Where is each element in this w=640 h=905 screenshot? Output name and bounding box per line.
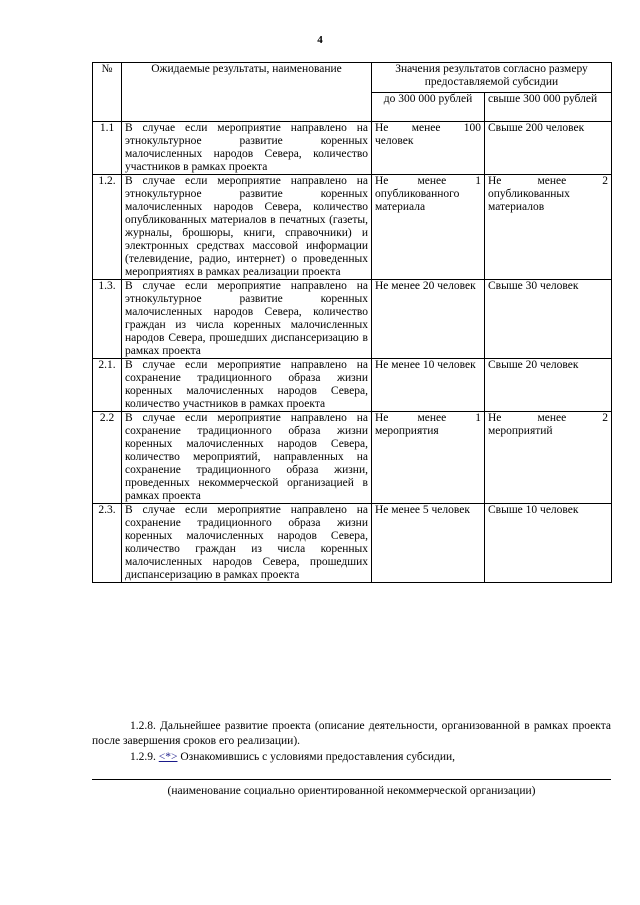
table-row xyxy=(93,280,612,359)
row-result-name: В случае если мероприятие направлено на сохранение традиционного образа жизни коренных малочисленных народов Севера, количество участников в рамках проекта xyxy=(122,359,372,412)
row-number: 1.3. xyxy=(93,280,122,359)
row-result-name: В случае если мероприятие направлено на этнокультурное развитие коренных малочисленных народов Севера, количество опубликованных материалов в печатных (газеты, журналы, брошюры, книги, справочники) и электронных средствах массовой информации (телевидение, радио, интернет) о проведенных мероприятиях в рамках реализации проекта xyxy=(122,175,372,280)
paragraph-1-2-8: 1.2.8. Дальнейшее развитие проекта (описание деятельности, организованной в рамках проекта после завершения сроков его реализации). xyxy=(92,720,611,747)
header-over-300k: свыше 300 000 рублей xyxy=(485,93,612,122)
footnote-reference-link[interactable]: <*> xyxy=(158,751,178,763)
table-row xyxy=(93,175,612,280)
paragraph-1-2-9 xyxy=(92,750,611,765)
row-value-low: Не менее 1 опубликованного материала xyxy=(372,175,485,280)
header-up-to-300k: до 300 000 рублей xyxy=(372,93,485,122)
row-number: 2.3. xyxy=(93,504,122,583)
row-value-high: Свыше 10 человек xyxy=(485,504,612,583)
row-number: 2.1. xyxy=(93,359,122,412)
row-value-high: Не менее 2 опубликованных материалов xyxy=(485,175,612,280)
row-value-low: Не менее 100 человек xyxy=(372,122,485,175)
row-value-high: Не менее 2 мероприятий xyxy=(485,412,612,504)
row-value-low: Не менее 1 мероприятия xyxy=(372,412,485,504)
row-value-low: Не менее 5 человек xyxy=(372,504,485,583)
row-number: 1.1 xyxy=(93,122,122,175)
organization-name-line xyxy=(92,779,611,780)
header-values: Значения результатов согласно размеру предоставляемой субсидии xyxy=(372,63,612,93)
table-row xyxy=(93,504,612,583)
row-value-low: Не менее 10 человек xyxy=(372,359,485,412)
table-row xyxy=(93,412,612,504)
page-number: 4 xyxy=(317,34,323,46)
table-row xyxy=(93,122,612,175)
row-number: 1.2. xyxy=(93,175,122,280)
table-row xyxy=(93,359,612,412)
row-result-name: В случае если мероприятие направлено на сохранение традиционного образа жизни коренных малочисленных народов Севера, количество мероприятий, направленных на сохранение традиционного образа жизни, проведенных некоммерческой организацией в рамках проекта xyxy=(122,412,372,504)
paragraph-1-2-9-number: 1.2.9. xyxy=(130,751,159,763)
header-name: Ожидаемые результаты, наименование xyxy=(122,63,372,122)
row-result-name: В случае если мероприятие направлено на сохранение традиционного образа жизни коренных малочисленных народов Севера, количество граждан из числа коренных малочисленных народов Севера, прошедших диспансеризацию в рамках проекта xyxy=(122,504,372,583)
row-value-high: Свыше 20 человек xyxy=(485,359,612,412)
row-number: 2.2 xyxy=(93,412,122,504)
row-result-name: В случае если мероприятие направлено на этнокультурное развитие коренных малочисленных народов Севера, количество граждан из числа коренных малочисленных народов Севера, прошедших диспансеризацию в рамках проекта xyxy=(122,280,372,359)
organization-name-caption: (наименование социально ориентированной некоммерческой организации) xyxy=(167,785,536,797)
row-value-high: Свыше 30 человек xyxy=(485,280,612,359)
row-value-low: Не менее 20 человек xyxy=(372,280,485,359)
header-number: № xyxy=(93,63,122,122)
row-value-high: Свыше 200 человек xyxy=(485,122,612,175)
row-result-name: В случае если мероприятие направлено на этнокультурное развитие коренных малочисленных народов Севера, количество участников в рамках проекта xyxy=(122,122,372,175)
paragraph-1-2-9-text: Ознакомившись с условиями предоставления субсидии, xyxy=(177,751,456,763)
results-table xyxy=(92,62,612,583)
